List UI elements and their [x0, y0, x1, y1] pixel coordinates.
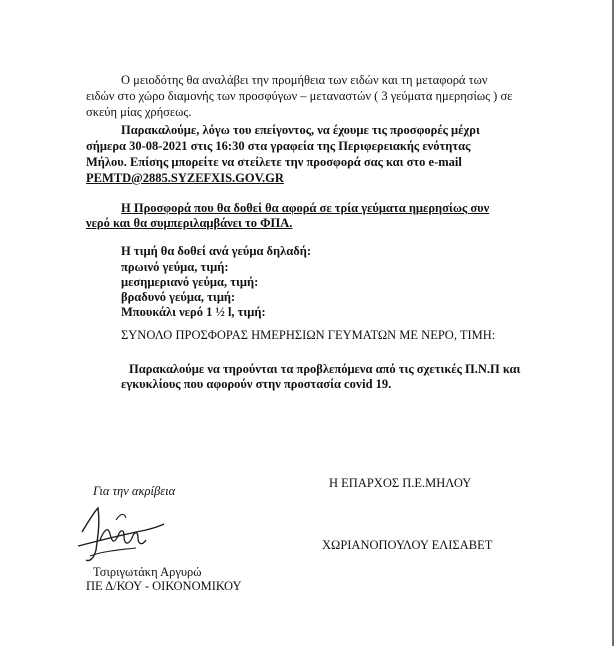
deadline-line-1: Παρακαλούμε, λόγω του επείγοντος, να έχουμε τις προσφορές μέχρι [121, 123, 480, 137]
right-signer-name: ΧΩΡΙΑΝΟΠΟΥΛΟΥ ΕΛΙΣΑΒΕΤ [322, 538, 493, 552]
offer-note-line-2: νερό και θα συμπεριλαμβάνει το ΦΠΑ. [86, 216, 293, 230]
right-signer-title: Η ΕΠΑΡΧΟΣ Π.Ε.ΜΗΛΟΥ [329, 476, 472, 490]
offer-note-line-1: Η Προσφορά που θα δοθεί θα αφορά σε τρία γεύματα ημερησίως συν [121, 201, 490, 215]
intro-line-3: σκεύη μίας χρήσεως. [86, 105, 192, 119]
pricing-item: πρωινό γεύμα, τιμή: [121, 260, 229, 274]
pricing-item: μεσημεριανό γεύμα, τιμή: [121, 275, 259, 289]
pricing-item: βραδυνό γεύμα, τιμή: [121, 290, 236, 304]
covid-note-line-1: Παρακαλούμε να τηρούνται τα προβλεπόμενα από τις σχετικές Π.Ν.Π και [129, 362, 521, 376]
deadline-line-2: σήμερα 30-08-2021 στις 16:30 στα γραφεία της Περιφερειακής ενότητας [86, 139, 471, 153]
accuracy-label: Για την ακρίβεια [93, 484, 176, 498]
deadline-line-3: Μήλου. Επίσης μπορείτε να στείλετε την προσφορά σας και στο e-mail [86, 155, 462, 169]
pricing-heading: Η τιμή θα δοθεί ανά γεύμα δηλαδή: [121, 244, 312, 258]
left-signer-title: ΠΕ Δ/ΚΟΥ - ΟΙΚΟΝΟΜΙΚΟΥ [86, 579, 242, 593]
covid-note-line-2: εγκυκλίους που αφορούν στην προστασία covid 19. [121, 377, 392, 391]
deadline-email: PEMTD@2885.SYZEFXIS.GOV.GR [86, 171, 284, 185]
total-line: ΣΥΝΟΛΟ ΠΡΟΣΦΟΡΑΣ ΗΜΕΡΗΣΙΩΝ ΓΕΥΜΑΤΩΝ ΜΕ ΝΕΡΟ, ΤΙΜΗ: [121, 328, 496, 342]
left-signer-name: Τσιριγωτάκη Αργυρώ [93, 565, 202, 579]
intro-line-2: ειδών στο χώρο διαμονής των προσφύγων – μεταναστών ( 3 γεύματα ημερησίως ) σε [86, 89, 513, 103]
handwritten-signature [76, 500, 166, 570]
intro-line-1: Ο μειοδότης θα αναλάβει την προμήθεια των ειδών και τη μεταφορά των [121, 73, 488, 87]
pricing-item: Μπουκάλι νερό 1 ½ l, τιμή: [121, 305, 266, 319]
